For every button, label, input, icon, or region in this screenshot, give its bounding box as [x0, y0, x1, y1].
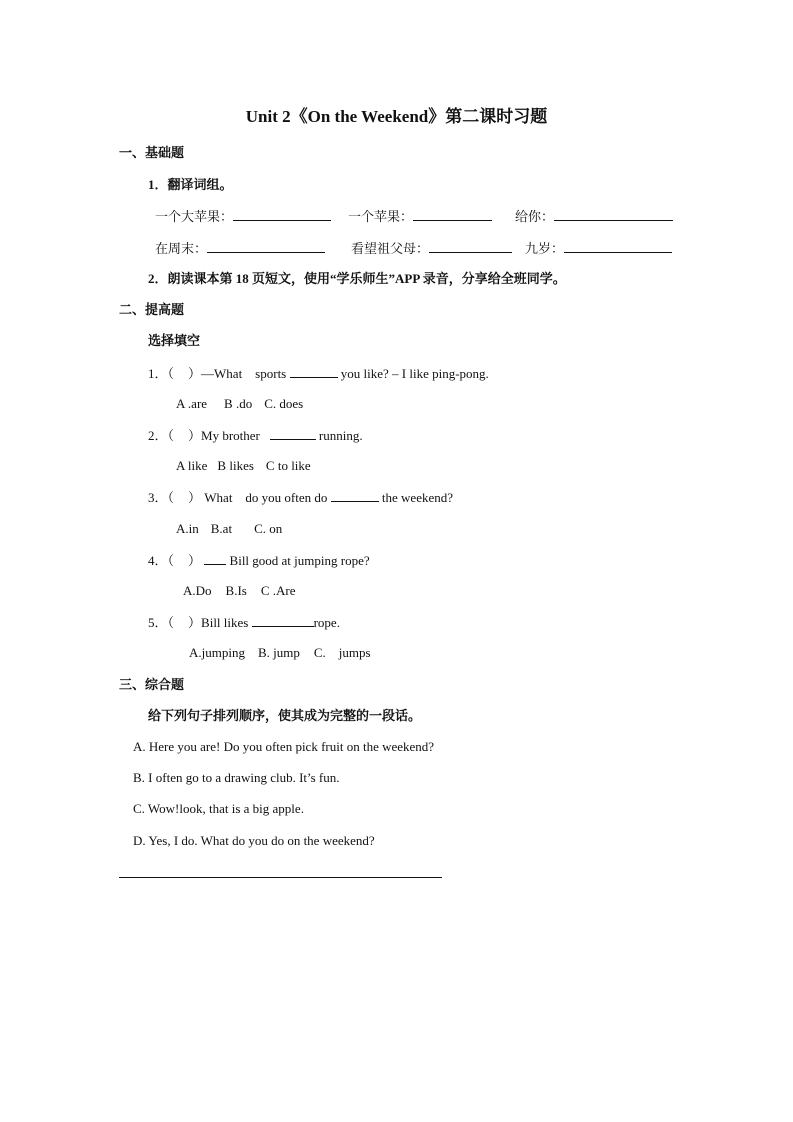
- mc-question-5: [148, 614, 340, 631]
- option-c: C. jumps: [313, 645, 371, 660]
- sentence-a: A. Here you are! Do you often pick fruit on the weekend?: [133, 739, 435, 754]
- answer-blank[interactable]: [331, 489, 379, 502]
- option-c: C. does: [264, 396, 304, 411]
- question-number: 1．（: [148, 366, 175, 381]
- answer-blank[interactable]: [270, 427, 316, 440]
- mc-options-5: [189, 645, 371, 661]
- option-b: B .do: [224, 396, 253, 411]
- question-text-pre: —What sports: [201, 366, 287, 381]
- question-number: 4．（: [148, 553, 175, 568]
- option-a: A .are: [176, 396, 208, 411]
- question-text-post: rope.: [313, 615, 340, 630]
- question-paren-close: ）: [188, 615, 202, 630]
- option-c: C. on: [254, 521, 283, 536]
- translate-row2-item3: [525, 240, 672, 257]
- section2-subheading: 选择填空: [148, 333, 201, 348]
- answer-blank[interactable]: [233, 208, 331, 221]
- option-b: B.at: [210, 521, 233, 536]
- mc-options-1: [176, 396, 303, 412]
- translate-row2-item2: [351, 240, 512, 257]
- answer-blank[interactable]: [204, 552, 226, 565]
- sentence-b: B. I often go to a drawing club. It’s fun.: [133, 770, 340, 785]
- question-text-post: Bill good at jumping rope?: [229, 553, 370, 568]
- mc-question-1: [148, 365, 489, 382]
- question-text-post: the weekend?: [381, 490, 454, 505]
- translate-prompt: 一个苹果：: [348, 209, 414, 224]
- section3-heading: 三、综合题: [119, 677, 185, 692]
- answer-blank[interactable]: [564, 240, 672, 253]
- translate-row2-item1: [155, 240, 325, 257]
- question-text-pre: What do you often do: [204, 490, 328, 505]
- answer-blank[interactable]: [429, 240, 512, 253]
- mc-options-2: [176, 458, 311, 474]
- section1-heading: 一、基础题: [119, 145, 185, 160]
- order-answer-line[interactable]: [119, 877, 442, 878]
- answer-blank[interactable]: [554, 208, 673, 221]
- question-number: 5．（: [148, 615, 175, 630]
- question-paren-close: ）: [188, 490, 202, 505]
- question-number: 3．（: [148, 490, 175, 505]
- q1-heading: 1．翻译词组。: [148, 177, 233, 192]
- question-number: 2．（: [148, 428, 175, 443]
- translate-prompt: 看望祖父母：: [351, 241, 430, 256]
- option-a: A.Do: [183, 583, 212, 598]
- question-text-post: you like? – I like ping-pong.: [340, 366, 489, 381]
- option-b: B. jump: [257, 645, 300, 660]
- option-a: A.in: [176, 521, 199, 536]
- translate-prompt: 给你：: [515, 209, 555, 224]
- sentence-d: D. Yes, I do. What do you do on the weekend?: [133, 833, 375, 848]
- option-b: B.Is: [225, 583, 247, 598]
- translate-row1-item1: [155, 208, 331, 225]
- translate-row1-item2: [348, 208, 492, 225]
- section3-instruction: 给下列句子排列顺序，使其成为完整的一段话。: [148, 708, 422, 723]
- mc-question-2: [148, 427, 363, 444]
- question-text-pre: Bill likes: [201, 615, 249, 630]
- q2-text: 2．朗读课本第 18 页短文，使用“学乐师生”APP 录音，分享给全班同学。: [148, 271, 566, 286]
- question-paren-close: ）: [188, 428, 202, 443]
- page-title: Unit 2《On the Weekend》第二课时习题: [245, 107, 548, 126]
- option-b: B likes: [217, 458, 254, 473]
- option-c: C .Are: [260, 583, 296, 598]
- mc-question-4: [148, 552, 370, 569]
- answer-blank[interactable]: [290, 365, 338, 378]
- question-paren-close: ）: [188, 366, 202, 381]
- answer-blank[interactable]: [413, 208, 492, 221]
- translate-row1-item3: [515, 208, 673, 225]
- sentence-c: C. Wow!look, that is a big apple.: [133, 801, 304, 816]
- section2-heading: 二、提高题: [119, 302, 185, 317]
- answer-blank[interactable]: [252, 614, 314, 627]
- option-c: C to like: [265, 458, 311, 473]
- mc-question-3: [148, 489, 453, 506]
- answer-blank[interactable]: [207, 240, 325, 253]
- mc-options-4: [183, 583, 296, 599]
- option-a: A.jumping: [189, 645, 245, 660]
- translate-prompt: 一个大苹果：: [155, 209, 234, 224]
- mc-options-3: [176, 521, 282, 537]
- translate-prompt: 九岁：: [525, 241, 565, 256]
- option-a: A like: [176, 458, 208, 473]
- question-text-post: running.: [318, 428, 363, 443]
- question-text-pre: My brother: [201, 428, 260, 443]
- translate-prompt: 在周末：: [155, 241, 208, 256]
- question-paren-close: ）: [188, 553, 202, 568]
